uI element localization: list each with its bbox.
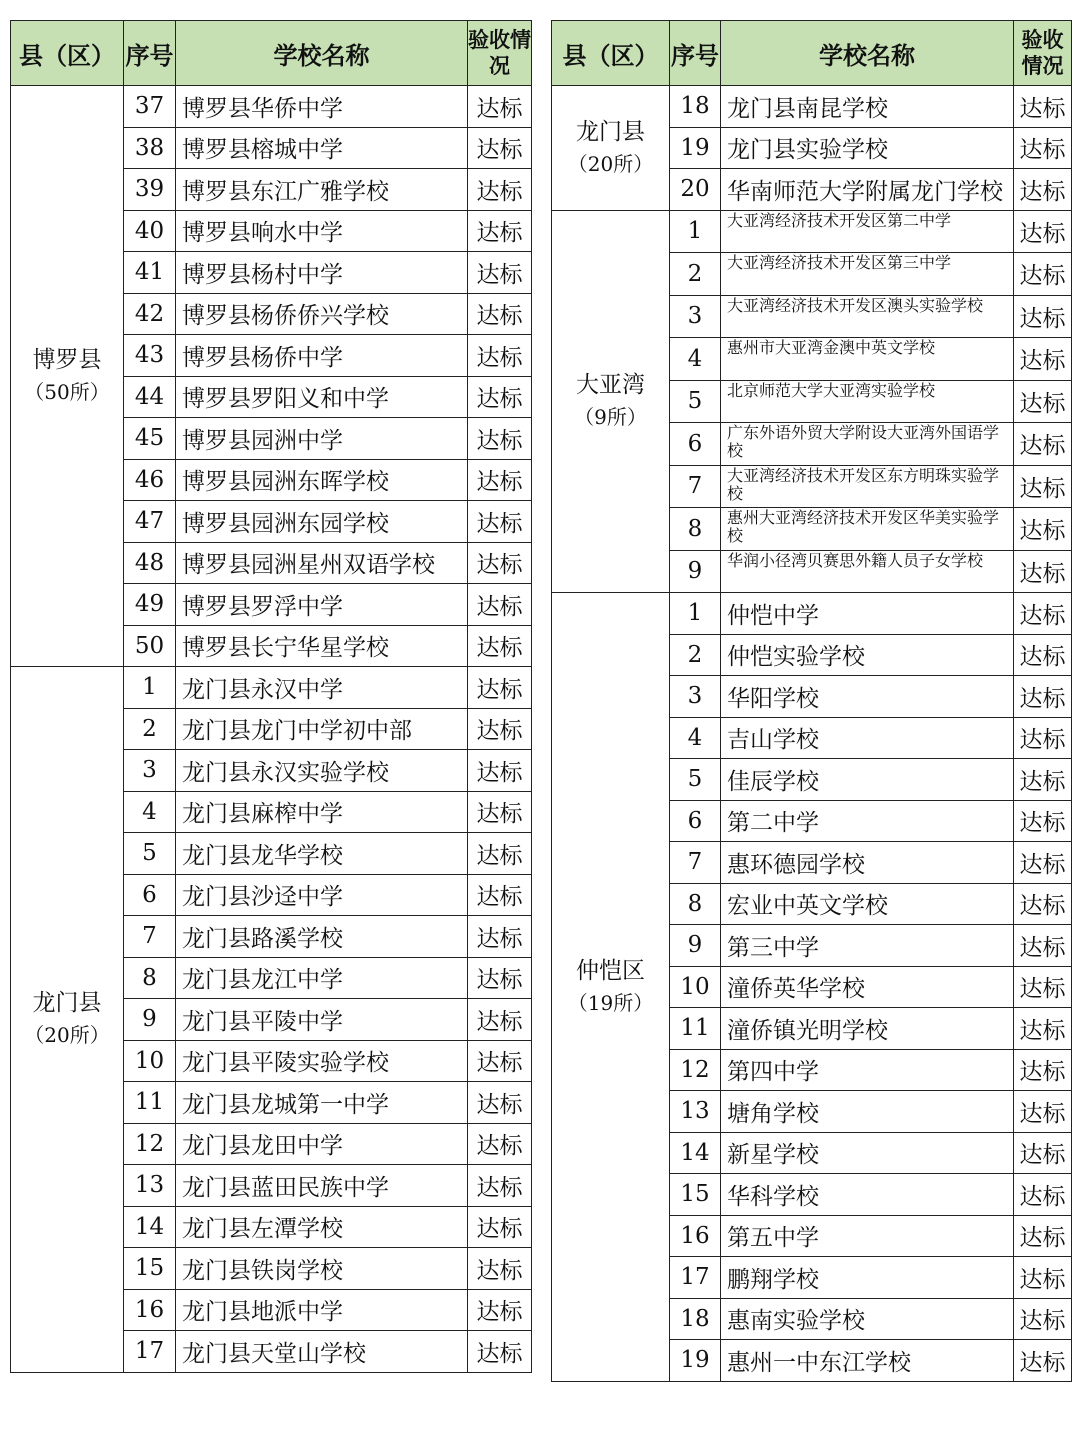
seq-cell: 38: [124, 127, 176, 169]
school-name-cell: 龙门县地派中学: [176, 1289, 468, 1331]
school-name-cell: 大亚湾经济技术开发区东方明珠实验学校: [721, 465, 1014, 508]
seq-cell: 6: [670, 423, 721, 466]
school-name-cell: 新星学校: [721, 1132, 1014, 1174]
seq-cell: 42: [124, 293, 176, 335]
school-name-cell: 博罗县园洲东园学校: [176, 501, 468, 543]
school-name-cell: 博罗县杨侨中学: [176, 335, 468, 377]
status-cell: 达标: [468, 833, 532, 875]
seq-cell: 19: [670, 127, 721, 169]
header-status: 验收情况: [1014, 21, 1072, 86]
county-school-count: （50所）: [24, 380, 110, 404]
school-name-cell: 北京师范大学大亚湾实验学校: [721, 380, 1014, 423]
seq-cell: 8: [670, 883, 721, 925]
school-name-cell: 惠南实验学校: [721, 1298, 1014, 1340]
status-cell: 达标: [468, 169, 532, 211]
header-county: 县（区）: [552, 21, 670, 86]
seq-cell: 46: [124, 459, 176, 501]
seq-cell: 2: [670, 253, 721, 296]
header-school-name: 学校名称: [176, 21, 468, 86]
school-name-cell: 佳辰学校: [721, 759, 1014, 801]
status-cell: 达标: [1014, 1049, 1072, 1091]
status-cell: 达标: [1014, 465, 1072, 508]
school-name-cell: 龙门县龙田中学: [176, 1123, 468, 1165]
school-name-cell: 博罗县园洲中学: [176, 418, 468, 460]
status-cell: 达标: [1014, 1298, 1072, 1340]
school-name-cell: 博罗县园洲星州双语学校: [176, 542, 468, 584]
school-name-cell: 第五中学: [721, 1215, 1014, 1257]
county-school-count: （20所）: [567, 151, 654, 176]
seq-cell: 2: [670, 634, 721, 676]
seq-cell: 8: [670, 508, 721, 551]
status-cell: 达标: [468, 86, 532, 128]
school-name-cell: 博罗县响水中学: [176, 210, 468, 252]
county-name: 仲恺区: [576, 957, 645, 984]
county-cell: [11, 667, 124, 1373]
seq-cell: 14: [670, 1132, 721, 1174]
county-cell: [552, 86, 670, 211]
school-name-cell: 仲恺实验学校: [721, 634, 1014, 676]
seq-cell: 4: [670, 338, 721, 381]
status-cell: 达标: [468, 625, 532, 667]
status-cell: 达标: [1014, 1091, 1072, 1133]
status-cell: 达标: [468, 584, 532, 626]
seq-cell: 11: [670, 1008, 721, 1050]
school-name-cell: 龙门县龙华学校: [176, 833, 468, 875]
seq-cell: 44: [124, 376, 176, 418]
status-cell: 达标: [1014, 925, 1072, 967]
seq-cell: 15: [124, 1248, 176, 1290]
seq-cell: 1: [124, 667, 176, 709]
table-row: [11, 667, 532, 709]
status-cell: 达标: [1014, 759, 1072, 801]
status-cell: 达标: [468, 708, 532, 750]
status-cell: 达标: [1014, 676, 1072, 718]
status-cell: 达标: [1014, 1174, 1072, 1216]
status-cell: 达标: [468, 957, 532, 999]
status-cell: 达标: [1014, 966, 1072, 1008]
seq-cell: 17: [124, 1331, 176, 1373]
school-name-cell: 龙门县麻榨中学: [176, 791, 468, 833]
seq-cell: 9: [670, 550, 721, 593]
status-cell: 达标: [1014, 210, 1072, 253]
school-name-cell: 龙门县永汉中学: [176, 667, 468, 709]
school-name-cell: 惠州一中东江学校: [721, 1340, 1014, 1382]
county-name: 博罗县: [32, 347, 102, 373]
seq-cell: 39: [124, 169, 176, 211]
status-cell: 达标: [468, 999, 532, 1041]
school-name-cell: 博罗县华侨中学: [176, 86, 468, 128]
status-cell: 达标: [1014, 1215, 1072, 1257]
seq-cell: 7: [670, 842, 721, 884]
county-cell: [552, 210, 670, 593]
county-school-count: （9所）: [574, 405, 647, 430]
table-row: [11, 86, 532, 128]
school-name-cell: 龙门县铁岗学校: [176, 1248, 468, 1290]
seq-cell: 40: [124, 210, 176, 252]
county-cell: [552, 593, 670, 1382]
school-name-cell: 华科学校: [721, 1174, 1014, 1216]
header-seq: 序号: [670, 21, 721, 86]
table-header-row: [11, 21, 532, 86]
county-school-count: （20所）: [24, 1023, 110, 1048]
school-name-cell: 博罗县杨村中学: [176, 252, 468, 294]
status-cell: 达标: [468, 501, 532, 543]
seq-cell: 2: [124, 708, 176, 750]
seq-cell: 5: [124, 833, 176, 875]
status-cell: 达标: [1014, 1008, 1072, 1050]
seq-cell: 4: [124, 791, 176, 833]
school-name-cell: 龙门县左潭学校: [176, 1206, 468, 1248]
status-cell: 达标: [1014, 1132, 1072, 1174]
status-cell: 达标: [468, 750, 532, 792]
status-cell: 达标: [468, 335, 532, 377]
seq-cell: 9: [124, 999, 176, 1041]
status-cell: 达标: [468, 1040, 532, 1082]
status-cell: 达标: [1014, 127, 1072, 169]
school-name-cell: 惠环德园学校: [721, 842, 1014, 884]
seq-cell: 37: [124, 86, 176, 128]
status-cell: 达标: [468, 127, 532, 169]
seq-cell: 16: [670, 1215, 721, 1257]
status-cell: 达标: [468, 916, 532, 958]
seq-cell: 3: [670, 295, 721, 338]
status-cell: 达标: [1014, 338, 1072, 381]
county-name: 大亚湾: [576, 372, 645, 399]
seq-cell: 6: [124, 874, 176, 916]
school-name-cell: 吉山学校: [721, 717, 1014, 759]
status-cell: 达标: [468, 1082, 532, 1124]
status-cell: 达标: [1014, 253, 1072, 296]
status-cell: 达标: [468, 1289, 532, 1331]
school-name-cell: 惠州大亚湾经济技术开发区华美实验学校: [721, 508, 1014, 551]
status-cell: 达标: [1014, 593, 1072, 635]
school-name-cell: 华南师范大学附属龙门学校: [721, 169, 1014, 211]
school-name-cell: 龙门县蓝田民族中学: [176, 1165, 468, 1207]
school-name-cell: 龙门县龙门中学初中部: [176, 708, 468, 750]
school-name-cell: 龙门县龙城第一中学: [176, 1082, 468, 1124]
school-name-cell: 塘角学校: [721, 1091, 1014, 1133]
school-name-cell: 博罗县长宁华星学校: [176, 625, 468, 667]
school-name-cell: 宏业中英文学校: [721, 883, 1014, 925]
school-name-cell: 博罗县榕城中学: [176, 127, 468, 169]
status-cell: 达标: [468, 791, 532, 833]
status-cell: 达标: [468, 1123, 532, 1165]
seq-cell: 1: [670, 210, 721, 253]
seq-cell: 20: [670, 169, 721, 211]
school-name-cell: 龙门县实验学校: [721, 127, 1014, 169]
school-name-cell: 第二中学: [721, 800, 1014, 842]
status-cell: 达标: [468, 1331, 532, 1373]
school-name-cell: 龙门县平陵实验学校: [176, 1040, 468, 1082]
status-cell: 达标: [468, 293, 532, 335]
school-name-cell: 潼侨英华学校: [721, 966, 1014, 1008]
table-row: [552, 86, 1072, 128]
seq-cell: 14: [124, 1206, 176, 1248]
school-name-cell: 博罗县杨侨侨兴学校: [176, 293, 468, 335]
county-name: 龙门县: [576, 118, 645, 145]
seq-cell: 41: [124, 252, 176, 294]
seq-cell: 16: [124, 1289, 176, 1331]
school-name-cell: 华阳学校: [721, 676, 1014, 718]
school-name-cell: 龙门县永汉实验学校: [176, 750, 468, 792]
school-name-cell: 广东外语外贸大学附设大亚湾外国语学校: [721, 423, 1014, 466]
school-name-cell: 第三中学: [721, 925, 1014, 967]
status-cell: 达标: [1014, 508, 1072, 551]
seq-cell: 45: [124, 418, 176, 460]
status-cell: 达标: [1014, 717, 1072, 759]
school-name-cell: 大亚湾经济技术开发区澳头实验学校: [721, 295, 1014, 338]
status-cell: 达标: [1014, 86, 1072, 128]
school-name-cell: 博罗县罗阳义和中学: [176, 376, 468, 418]
table-header-row: [552, 21, 1072, 86]
header-status: 验收情况: [468, 21, 532, 86]
seq-cell: 18: [670, 86, 721, 128]
status-cell: 达标: [1014, 169, 1072, 211]
school-name-cell: 博罗县罗浮中学: [176, 584, 468, 626]
seq-cell: 43: [124, 335, 176, 377]
school-name-cell: 博罗县东江广雅学校: [176, 169, 468, 211]
status-cell: 达标: [468, 210, 532, 252]
seq-cell: 8: [124, 957, 176, 999]
seq-cell: 15: [670, 1174, 721, 1216]
seq-cell: 3: [124, 750, 176, 792]
seq-cell: 1: [670, 593, 721, 635]
school-name-cell: 龙门县沙迳中学: [176, 874, 468, 916]
seq-cell: 10: [124, 1040, 176, 1082]
status-cell: 达标: [468, 667, 532, 709]
status-cell: 达标: [468, 376, 532, 418]
status-cell: 达标: [468, 542, 532, 584]
seq-cell: 5: [670, 380, 721, 423]
seq-cell: 49: [124, 584, 176, 626]
status-cell: 达标: [468, 252, 532, 294]
header-seq: 序号: [124, 21, 176, 86]
seq-cell: 5: [670, 759, 721, 801]
school-name-cell: 龙门县龙江中学: [176, 957, 468, 999]
seq-cell: 12: [124, 1123, 176, 1165]
status-cell: 达标: [1014, 842, 1072, 884]
school-name-cell: 龙门县天堂山学校: [176, 1331, 468, 1373]
status-cell: 达标: [468, 874, 532, 916]
school-name-cell: 龙门县路溪学校: [176, 916, 468, 958]
seq-cell: 7: [124, 916, 176, 958]
status-cell: 达标: [468, 459, 532, 501]
status-cell: 达标: [1014, 550, 1072, 593]
left-school-table: [10, 20, 532, 1373]
school-name-cell: 龙门县平陵中学: [176, 999, 468, 1041]
seq-cell: 3: [670, 676, 721, 718]
header-county: 县（区）: [11, 21, 124, 86]
seq-cell: 19: [670, 1340, 721, 1382]
status-cell: 达标: [1014, 380, 1072, 423]
seq-cell: 11: [124, 1082, 176, 1124]
seq-cell: 50: [124, 625, 176, 667]
status-cell: 达标: [1014, 423, 1072, 466]
school-name-cell: 大亚湾经济技术开发区第二中学: [721, 210, 1014, 253]
status-cell: 达标: [1014, 634, 1072, 676]
seq-cell: 47: [124, 501, 176, 543]
seq-cell: 4: [670, 717, 721, 759]
status-cell: 达标: [1014, 1340, 1072, 1382]
status-cell: 达标: [1014, 1257, 1072, 1299]
seq-cell: 13: [670, 1091, 721, 1133]
seq-cell: 12: [670, 1049, 721, 1091]
seq-cell: 10: [670, 966, 721, 1008]
seq-cell: 18: [670, 1298, 721, 1340]
school-name-cell: 鹏翔学校: [721, 1257, 1014, 1299]
seq-cell: 7: [670, 465, 721, 508]
table-row: [552, 593, 1072, 635]
table-row: [552, 210, 1072, 253]
county-name: 龙门县: [32, 990, 102, 1017]
school-name-cell: 华润小径湾贝赛思外籍人员子女学校: [721, 550, 1014, 593]
status-cell: 达标: [1014, 800, 1072, 842]
header-school-name: 学校名称: [721, 21, 1014, 86]
status-cell: 达标: [468, 1248, 532, 1290]
seq-cell: 17: [670, 1257, 721, 1299]
status-cell: 达标: [468, 418, 532, 460]
right-school-table: [551, 20, 1072, 1382]
school-name-cell: 龙门县南昆学校: [721, 86, 1014, 128]
county-school-count: （19所）: [567, 990, 654, 1015]
school-name-cell: 潼侨镇光明学校: [721, 1008, 1014, 1050]
seq-cell: 9: [670, 925, 721, 967]
seq-cell: 6: [670, 800, 721, 842]
status-cell: 达标: [1014, 883, 1072, 925]
seq-cell: 48: [124, 542, 176, 584]
school-name-cell: 大亚湾经济技术开发区第三中学: [721, 253, 1014, 296]
status-cell: 达标: [468, 1165, 532, 1207]
school-name-cell: 第四中学: [721, 1049, 1014, 1091]
status-cell: 达标: [1014, 295, 1072, 338]
seq-cell: 13: [124, 1165, 176, 1207]
school-name-cell: 仲恺中学: [721, 593, 1014, 635]
status-cell: 达标: [468, 1206, 532, 1248]
county-cell: [11, 86, 124, 667]
school-name-cell: 博罗县园洲东晖学校: [176, 459, 468, 501]
school-name-cell: 惠州市大亚湾金澳中英文学校: [721, 338, 1014, 381]
